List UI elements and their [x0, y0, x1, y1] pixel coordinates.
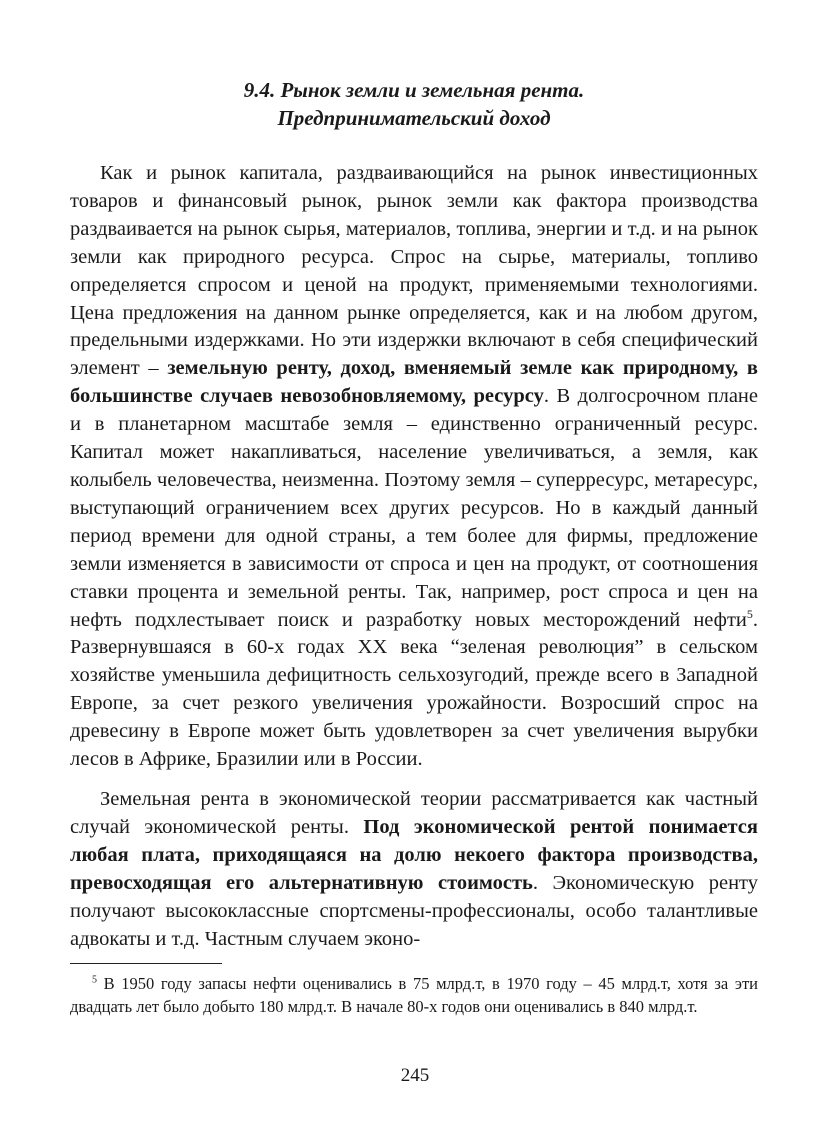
paragraph-1-text-c: . Развернувшаяся в 60-х годах XX века “зеленая революция” в сельском хозяйстве уменьшила дефицитность сельхозугодий, прежде всего в Западной Европе, за счет резкого увеличения урожайности. Возросший спрос на древесину в Европе может быть удовлетворен за счет увеличения вырубки лесов в Африке, Бразилии или в России.: [70, 608, 758, 771]
footnote-divider: [70, 963, 222, 964]
paragraph-1-text-a: Как и рынок капитала, раздваивающийся на рынок инвестиционных товаров и финансовый рынок, рынок земли как фактора производства раздваивается на рынок сырья, материалов, топлива, энергии и т.д. и на рынок земли как природного ресурса. Спрос на сырье, материалы, топливо определяется спросом и ценой на продукт, применяемыми технологиями. Цена предложения на данном рынке определяется, как и на любом другом, предельными издержками. Но эти издержки включают в себя специфический элемент –: [70, 162, 758, 380]
footnote-reference: 5: [746, 606, 753, 621]
footnote-marker: 5: [92, 974, 97, 986]
paragraph-2-bold-definition: Под экономической рентой понимается любая плата, приходящаяся на долю некоего фактора производства, превосходящая его альтернативную стоимость: [70, 815, 758, 894]
paragraph-2-text-a: Земельная рента в экономической теории рассматривается как частный случай экономической ренты.: [70, 788, 758, 838]
paragraph-2: [70, 786, 758, 953]
paragraph-1: [70, 160, 758, 774]
paragraph-1-text-b: . В долгосрочном плане и в планетарном масштабе земля – единственно ограниченный ресурс. Капитал может накапливаться, население увеличиваться, а земля, как колыбель человечества, неизменна. Поэтому земля – суперресурс, метаресурс, выступающий ограничением всех других ресурсов. Но в каждый данный период времени для одной страны, а тем более для фирмы, предложение земли изменяется в зависимости от спроса и цен на продукт, от соотношения ставки процента и земельной ренты. Так, например, рост спроса и цен на нефть подхлестывает поиск и разработку новых месторождений нефти: [70, 385, 758, 631]
section-heading-line-1: 9.4. Рынок земли и земельная рента.: [243, 78, 585, 102]
paragraph-2-text-b: . Экономическую ренту получают высококлассные спортсмены-профессионалы, особо талантливые адвокаты и т.д. Частным случаем эконо-: [70, 871, 758, 950]
footnote-text: В 1950 году запасы нефти оценивались в 75 млрд.т, в 1970 году – 45 млрд.т, хотя за эти двадцать лет было добыто 180 млрд.т. В начале 80-х годов они оценивались в 840 млрд.т.: [70, 974, 758, 1016]
section-heading-line-2: Предпринимательский доход: [277, 106, 551, 130]
footnote: [70, 972, 758, 1018]
paragraph-1-bold-definition: земельную ренту, доход, вменяемый земле как природному, в большинстве случаев невозобновляемому, ресурсу: [70, 357, 758, 408]
page-number: 245: [400, 1065, 430, 1086]
